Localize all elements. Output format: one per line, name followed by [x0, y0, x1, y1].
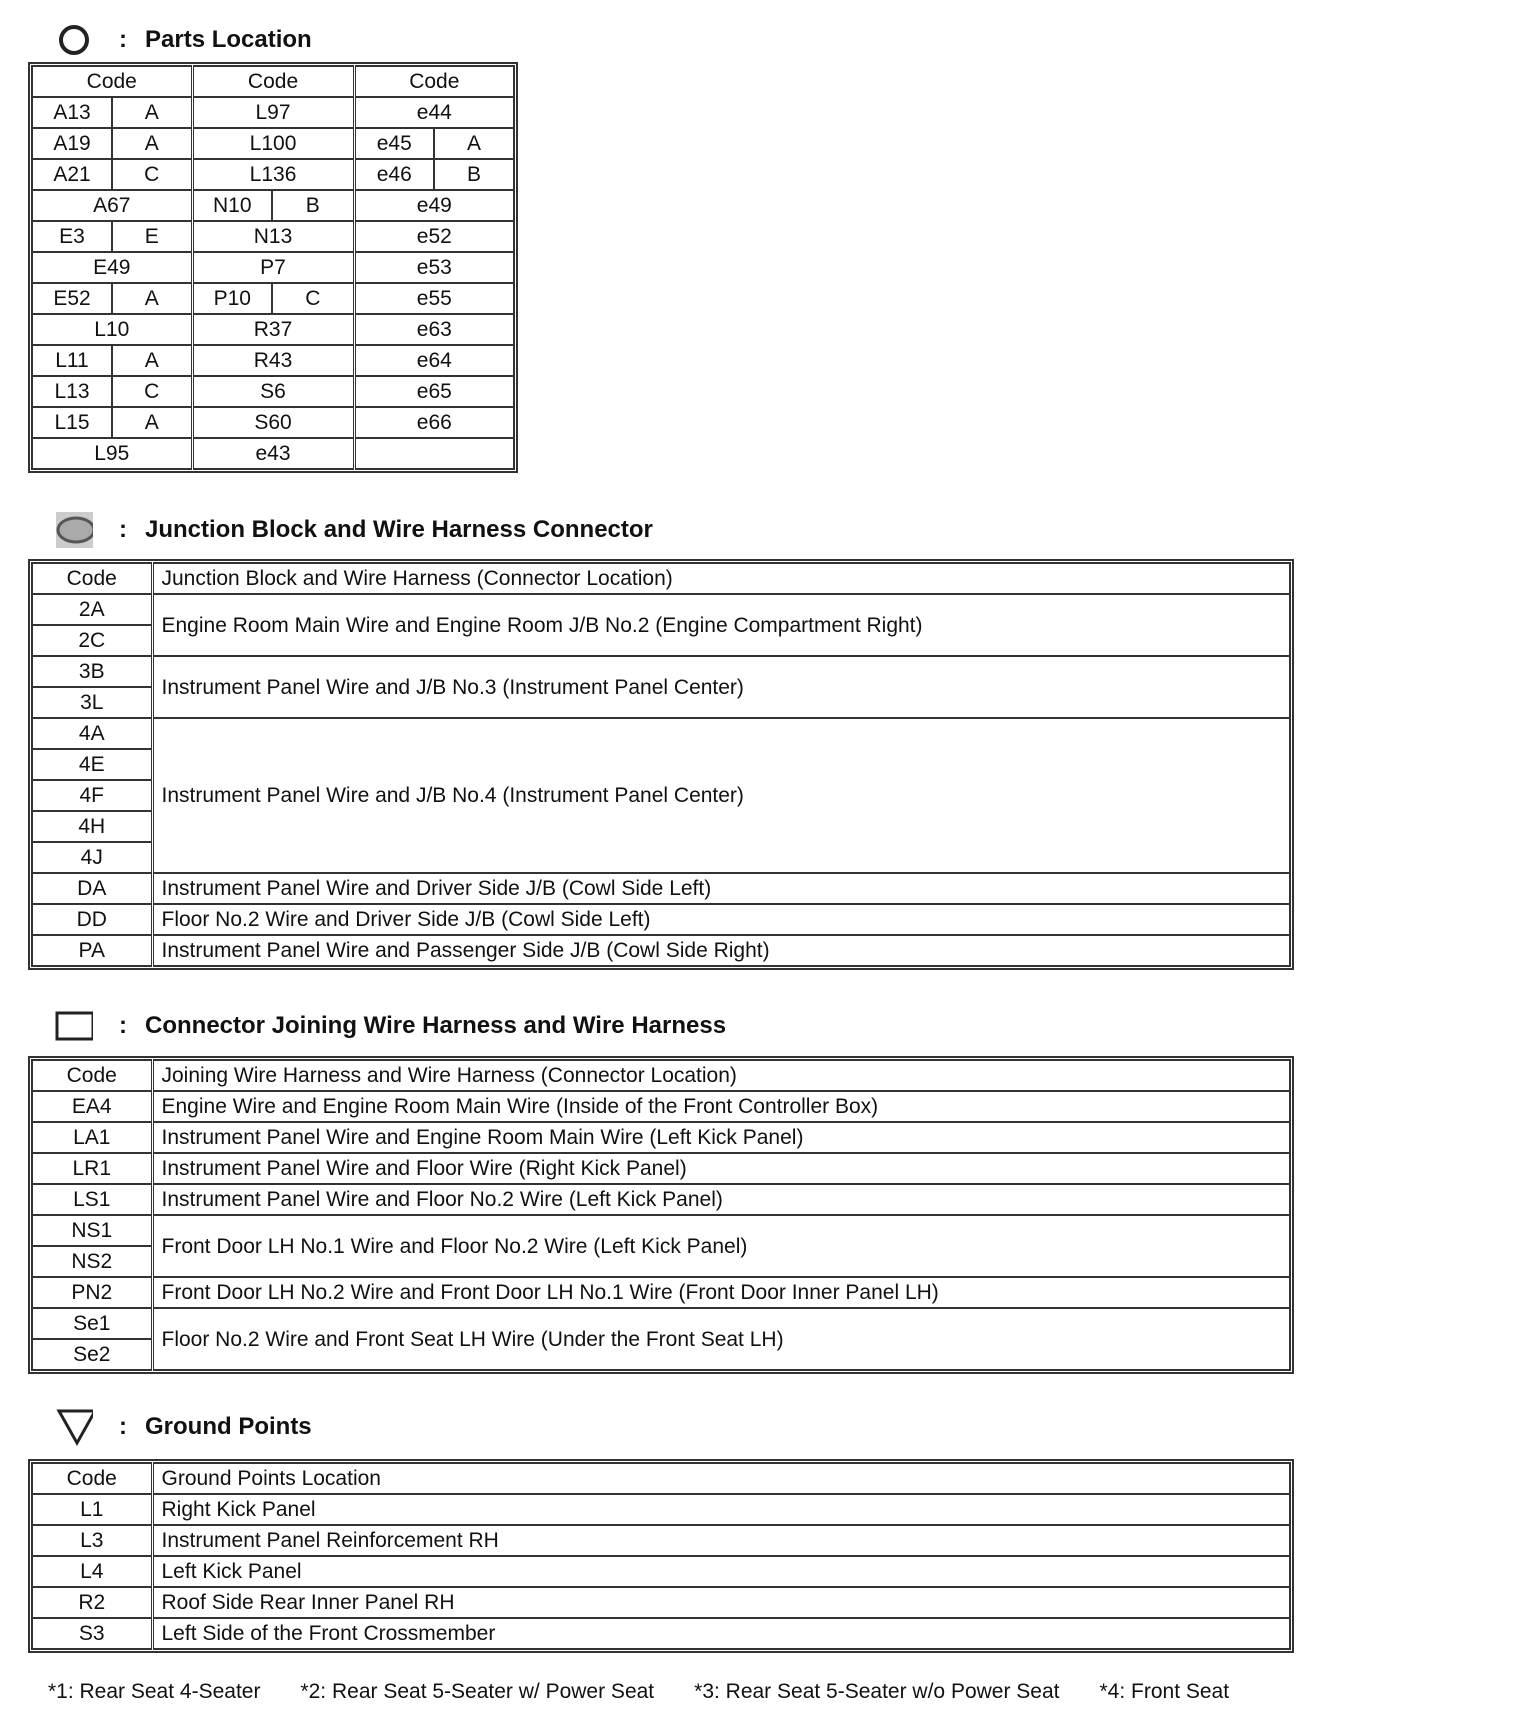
- part-variant: B: [434, 159, 514, 190]
- location-description: Floor No.2 Wire and Front Seat LH Wire (Under the Front Seat LH): [152, 1308, 1290, 1370]
- code-cell: 4F: [32, 780, 152, 811]
- footnote: *1: Rear Seat 4-Seater: [48, 1680, 261, 1703]
- part-code: e64: [354, 345, 514, 376]
- part-code: N10: [192, 190, 272, 221]
- code-cell: 4J: [32, 842, 152, 873]
- part-code: S6: [192, 376, 354, 407]
- part-code: E49: [32, 252, 192, 283]
- part-variant: A: [112, 283, 192, 314]
- connector-joining-header: [55, 1006, 726, 1046]
- location-description: Instrument Panel Wire and Floor No.2 Wire (Left Kick Panel): [152, 1184, 1290, 1215]
- part-code: P10: [192, 283, 272, 314]
- ground-points-header: [55, 1407, 312, 1447]
- location-description: Engine Room Main Wire and Engine Room J/B No.2 (Engine Compartment Right): [152, 594, 1290, 656]
- table-header-row: [32, 66, 514, 97]
- parts-location-table: [31, 65, 515, 470]
- part-variant: A: [112, 97, 192, 128]
- junction-block-table: [31, 562, 1291, 967]
- section-title: Parts Location: [145, 26, 312, 53]
- part-code: e63: [354, 314, 514, 345]
- code-cell: DA: [32, 873, 152, 904]
- table-header-row: [32, 1463, 1290, 1494]
- part-variant: B: [272, 190, 354, 221]
- table-row: [32, 376, 514, 407]
- part-code: S60: [192, 407, 354, 438]
- column-header-description: Joining Wire Harness and Wire Harness (Connector Location): [152, 1060, 1290, 1091]
- table-row: [32, 314, 514, 345]
- part-code: e44: [354, 97, 514, 128]
- table-row: [32, 345, 514, 376]
- location-description: Left Kick Panel: [152, 1556, 1290, 1587]
- colon: :: [119, 1012, 127, 1039]
- column-header-code: Code: [32, 563, 152, 594]
- code-cell: L1: [32, 1494, 152, 1525]
- part-variant: E: [112, 221, 192, 252]
- location-description: Floor No.2 Wire and Driver Side J/B (Cowl Side Left): [152, 904, 1290, 935]
- location-description: Right Kick Panel: [152, 1494, 1290, 1525]
- section-title: Junction Block and Wire Harness Connector: [145, 516, 653, 543]
- table-row: [32, 1587, 1290, 1618]
- table-row: [32, 1153, 1290, 1184]
- part-variant: C: [112, 159, 192, 190]
- part-code: L15: [32, 407, 112, 438]
- location-description: Instrument Panel Wire and Floor Wire (Right Kick Panel): [152, 1153, 1290, 1184]
- location-description: Instrument Panel Wire and J/B No.3 (Instrument Panel Center): [152, 656, 1290, 718]
- table-row: [32, 438, 514, 469]
- code-cell: LS1: [32, 1184, 152, 1215]
- colon: :: [119, 1413, 127, 1440]
- colon: :: [119, 516, 127, 543]
- section-title: Connector Joining Wire Harness and Wire Harness: [145, 1012, 727, 1039]
- code-cell: Se1: [32, 1308, 152, 1339]
- part-code: e46: [354, 159, 434, 190]
- ground-points-table: [31, 1462, 1291, 1650]
- table-row: [32, 1215, 1290, 1246]
- column-header: Code: [32, 66, 192, 97]
- table-row: [32, 1184, 1290, 1215]
- part-code: L10: [32, 314, 192, 345]
- code-cell: PA: [32, 935, 152, 966]
- code-cell: 3B: [32, 656, 152, 687]
- location-description: Front Door LH No.2 Wire and Front Door LH No.1 Wire (Front Door Inner Panel LH): [152, 1277, 1290, 1308]
- table-header-row: [32, 563, 1290, 594]
- table-row: [32, 1277, 1290, 1308]
- part-code: A13: [32, 97, 112, 128]
- part-code: P7: [192, 252, 354, 283]
- table-row: [32, 1618, 1290, 1649]
- part-code: L13: [32, 376, 112, 407]
- table-row: [32, 221, 514, 252]
- code-cell: 4E: [32, 749, 152, 780]
- table-row: [32, 1525, 1290, 1556]
- part-code: e55: [354, 283, 514, 314]
- code-cell: L4: [32, 1556, 152, 1587]
- table-row: [32, 128, 514, 159]
- code-cell: LR1: [32, 1153, 152, 1184]
- part-code: L136: [192, 159, 354, 190]
- table-row: [32, 656, 1290, 687]
- column-header: Code: [192, 66, 354, 97]
- table-row: [32, 904, 1290, 935]
- code-cell: L3: [32, 1525, 152, 1556]
- code-cell: 4H: [32, 811, 152, 842]
- table-header-row: [32, 1060, 1290, 1091]
- table-row: [32, 1122, 1290, 1153]
- location-description: Instrument Panel Wire and J/B No.4 (Instrument Panel Center): [152, 718, 1290, 873]
- part-variant: C: [112, 376, 192, 407]
- table-row: [32, 1494, 1290, 1525]
- part-code: A19: [32, 128, 112, 159]
- part-code: e53: [354, 252, 514, 283]
- part-code: L100: [192, 128, 354, 159]
- down-triangle-icon: [55, 1408, 93, 1446]
- code-cell: DD: [32, 904, 152, 935]
- part-variant: A: [112, 345, 192, 376]
- column-header-description: Junction Block and Wire Harness (Connector Location): [152, 563, 1290, 594]
- table-row: [32, 935, 1290, 966]
- part-code: A21: [32, 159, 112, 190]
- part-code: e52: [354, 221, 514, 252]
- connector-joining-table: [31, 1059, 1291, 1371]
- part-code: A67: [32, 190, 192, 221]
- part-code: R37: [192, 314, 354, 345]
- table-row: [32, 97, 514, 128]
- circle-outline-icon: [55, 21, 93, 59]
- footnote: *2: Rear Seat 5-Seater w/ Power Seat: [300, 1680, 655, 1703]
- part-code: L11: [32, 345, 112, 376]
- footnote: *3: Rear Seat 5-Seater w/o Power Seat: [694, 1680, 1060, 1703]
- part-code: L97: [192, 97, 354, 128]
- footnote: *4: Front Seat: [1099, 1680, 1230, 1703]
- table-row: [32, 283, 514, 314]
- location-description: Instrument Panel Wire and Passenger Side J/B (Cowl Side Right): [152, 935, 1290, 966]
- part-code: e66: [354, 407, 514, 438]
- table-row: [32, 1556, 1290, 1587]
- table-row: [32, 190, 514, 221]
- code-cell: R2: [32, 1587, 152, 1618]
- parts-location-header: [55, 20, 312, 60]
- part-code: e43: [192, 438, 354, 469]
- column-header-code: Code: [32, 1060, 152, 1091]
- footnotes: [48, 1680, 1269, 1704]
- location-description: Engine Wire and Engine Room Main Wire (Inside of the Front Controller Box): [152, 1091, 1290, 1122]
- column-header: Code: [354, 66, 514, 97]
- table-row: [32, 594, 1290, 625]
- code-cell: 4A: [32, 718, 152, 749]
- table-row: [32, 1308, 1290, 1339]
- rectangle-outline-icon: [55, 1007, 93, 1045]
- location-description: Instrument Panel Wire and Driver Side J/B (Cowl Side Left): [152, 873, 1290, 904]
- part-variant: C: [272, 283, 354, 314]
- code-cell: LA1: [32, 1122, 152, 1153]
- part-code: E52: [32, 283, 112, 314]
- colon: :: [119, 26, 127, 53]
- column-header-description: Ground Points Location: [152, 1463, 1290, 1494]
- code-cell: NS1: [32, 1215, 152, 1246]
- part-code: E3: [32, 221, 112, 252]
- part-code: R43: [192, 345, 354, 376]
- code-cell: S3: [32, 1618, 152, 1649]
- location-description: Instrument Panel Reinforcement RH: [152, 1525, 1290, 1556]
- location-description: Instrument Panel Wire and Engine Room Main Wire (Left Kick Panel): [152, 1122, 1290, 1153]
- shaded-oval-icon: [55, 511, 93, 549]
- part-code: L95: [32, 438, 192, 469]
- location-description: Roof Side Rear Inner Panel RH: [152, 1587, 1290, 1618]
- table-row: [32, 1091, 1290, 1122]
- part-code: e45: [354, 128, 434, 159]
- table-row: [32, 873, 1290, 904]
- part-code: e65: [354, 376, 514, 407]
- part-code: N13: [192, 221, 354, 252]
- table-row: [32, 718, 1290, 749]
- code-cell: 2C: [32, 625, 152, 656]
- part-variant: A: [112, 128, 192, 159]
- part-variant: A: [112, 407, 192, 438]
- code-cell: EA4: [32, 1091, 152, 1122]
- section-title: Ground Points: [145, 1413, 312, 1440]
- part-variant: A: [434, 128, 514, 159]
- code-cell: Se2: [32, 1339, 152, 1370]
- part-code: [354, 438, 514, 469]
- junction-block-header: [55, 510, 653, 550]
- code-cell: NS2: [32, 1246, 152, 1277]
- code-cell: PN2: [32, 1277, 152, 1308]
- table-row: [32, 407, 514, 438]
- location-description: Left Side of the Front Crossmember: [152, 1618, 1290, 1649]
- location-description: Front Door LH No.1 Wire and Floor No.2 Wire (Left Kick Panel): [152, 1215, 1290, 1277]
- code-cell: 3L: [32, 687, 152, 718]
- column-header-code: Code: [32, 1463, 152, 1494]
- part-code: e49: [354, 190, 514, 221]
- code-cell: 2A: [32, 594, 152, 625]
- table-row: [32, 159, 514, 190]
- table-row: [32, 252, 514, 283]
